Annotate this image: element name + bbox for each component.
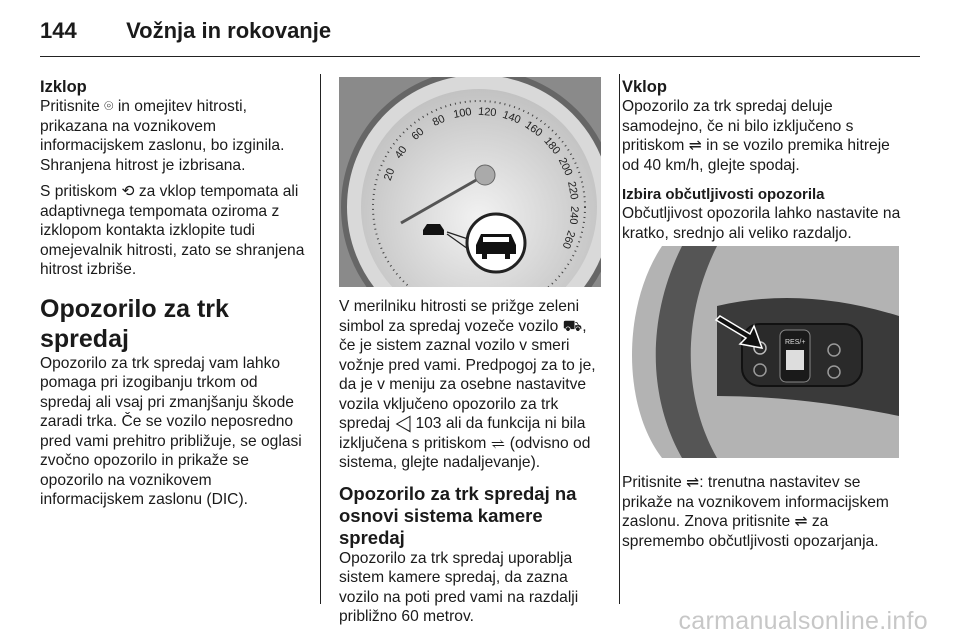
column-middle (339, 297, 606, 627)
paragraph: Pritisnite ⌾ in omejitev hitrosti, prikazana na voznikovem informacijskem zaslonu, bo izginila. Shranjena hitrost je izbrisana. (40, 98, 285, 174)
res-label: RES/+ (785, 339, 806, 346)
speedo-label: 40 (392, 144, 410, 161)
speedo-label: 160 (522, 118, 545, 140)
speedo-label: 200 (555, 155, 575, 178)
paragraph: Občutljivost opozorila lahko nastavite na kratko, srednjo ali veliko razdaljo. (622, 205, 901, 242)
heading-izklop: Izklop (40, 78, 87, 96)
paragraph: Opozorilo za trk spredaj deluje samodejno, če ni bilo izključeno s pritiskom ⇌ in se vozilo premika hitreje od 40 km/h, glejte spodaj. (622, 98, 890, 174)
page-number: 144 (40, 18, 77, 43)
speedo-label: 80 (430, 112, 447, 129)
speedo-label: 60 (409, 125, 427, 143)
paragraph: V merilniku hitrosti se prižge zeleni simbol za spredaj vozeče vozilo ⛟, če je sistem zaznal vozilo v smeri vožnje pred vami. Predpogoj za to je, da je v meniju za osebne nastavitve vozila vključeno opozorilo za trk spredaj ◁ 103 ali da funkcija ni bila izključena s pritiskom ⇌ (odvisno od sistema, glejte nadaljevanje). (339, 298, 596, 471)
column-divider (619, 74, 620, 604)
column-divider (320, 74, 321, 604)
speedometer-figure (339, 77, 601, 287)
page-header (40, 18, 331, 44)
section-heading-camera: Opozorilo za trk spredaj na osnovi sistema kamere spredaj (339, 482, 577, 548)
section-heading: Opozorilo za trk spredaj (40, 294, 229, 353)
section-title: Vožnja in rokovanje (126, 18, 332, 43)
column-right (622, 78, 907, 243)
heading-sensitivity: Izbira občutljivosti opozorila (622, 186, 825, 203)
speedo-label: 260 (559, 228, 578, 251)
speedo-label: 220 (565, 180, 581, 201)
speedo-label: 180 (541, 135, 563, 157)
paragraph: Opozorilo za trk spredaj uporablja sistem kamere spredaj, da zazna vozilo na poti pred vami na razdalji približno 60 metrov. (339, 549, 579, 625)
column-left (40, 78, 305, 510)
header-rule (40, 56, 920, 57)
watermark: carmanualsonline.info (678, 607, 928, 635)
speedo-label: 240 (566, 205, 581, 225)
speedo-label: 140 (500, 108, 523, 127)
speedo-label: 120 (477, 105, 497, 120)
column-right-lower (622, 473, 907, 551)
paragraph: S pritiskom ⟲ za vklop tempomata ali adaptivnega tempomata oziroma z izklopom kontakta izklopite tudi omejevalnik hitrosti, zato se shranjena hitrost izbriše. (40, 183, 305, 278)
speedo-label: 100 (452, 105, 473, 121)
steering-wheel-figure (622, 246, 899, 458)
paragraph: Opozorilo za trk spredaj vam lahko pomaga pri izogibanju trkom od spredaj ali vsaj pri zmanjšanju škode zaradi trka. Če se vozilo neposredno pred vami prehitro približuje, se oglasi zvočno opozorilo in prikaže se opozorilo na voznikovem informacijskem zaslonu (DIC). (40, 354, 302, 508)
heading-vklop: Vklop (622, 78, 667, 96)
speedo-label: 20 (381, 166, 398, 183)
paragraph: Pritisnite ⇌: trenutna nastavitev se prikaže na voznikovem informacijskem zaslonu. Znova pritisnite ⇌ za spremembo občutljivosti opozarjanja. (622, 474, 889, 550)
